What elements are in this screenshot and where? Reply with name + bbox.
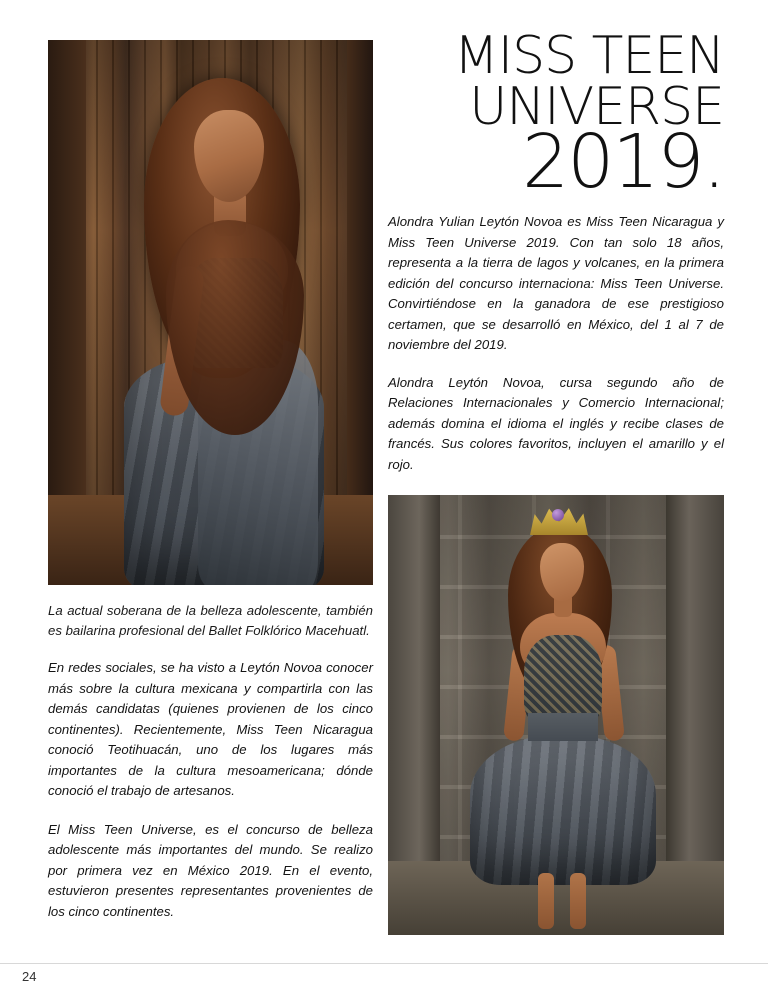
left-paragraph-2: El Miss Teen Universe, es el concurso de belleza adolescente más importantes del mundo. Se realizo por primera vez en México 2019. En el evento, estuvieron presentes representantes provenientes de los cinco continentes. bbox=[48, 821, 373, 919]
title-line-2: UNIVERSE bbox=[469, 76, 724, 137]
winner-leg-left bbox=[538, 873, 554, 929]
right-paragraph-1: Alondra Yulian Leytón Novoa es Miss Teen Nicaragua y Miss Teen Universe 2019. Con tan solo 18 años, representa a la tierra de lagos y volcanes, en la primera edición del concurso internaciona: Miss Teen Universe. Convirtiéndose en la ganadora de ese prestigioso certamen, que se desarrolló en México, del 1 al 7 de noviembre del 2019. bbox=[388, 214, 724, 353]
page-title bbox=[388, 26, 724, 206]
left-column bbox=[48, 40, 373, 935]
right-paragraph-2: Alondra Leytón Novoa, cursa segundo año de Relaciones Internacionales y Comercio Internacional; además domina el idioma el inglés y recibe clases de francés. Sus colores favoritos, incluyen el amarillo y el rojo. bbox=[388, 374, 724, 472]
winner-skirt bbox=[470, 735, 656, 885]
main-photo bbox=[48, 40, 373, 585]
winner-bodice bbox=[524, 635, 602, 719]
winner-waist bbox=[528, 713, 598, 741]
secondary-photo bbox=[388, 495, 724, 935]
page-number: 24 bbox=[22, 969, 37, 984]
winner-leg-right bbox=[570, 873, 586, 929]
title-line-3: 2019. bbox=[522, 119, 724, 206]
title-line-1: MISS TEEN bbox=[453, 26, 724, 86]
right-column bbox=[388, 26, 724, 935]
left-paragraph-1: En redes sociales, se ha visto a Leytón Novoa conocer más sobre la cultura mexicana y compartirla con las demás candidatas (quienes provienen de los cinco continentes). Recientemente, Miss Teen Nicaragua conoció Teotihuacán, uno de los lugares más importantes de la cultura mesoamericana; dónde conoció el trabajo de artesanos. bbox=[48, 660, 373, 798]
crown-gem-icon bbox=[552, 509, 564, 521]
photo-caption: La actual soberana de la belleza adolescente, también es bailarina profesional del Ballet Folklórico Macehuatl. bbox=[48, 603, 373, 638]
footer-divider bbox=[0, 963, 768, 964]
